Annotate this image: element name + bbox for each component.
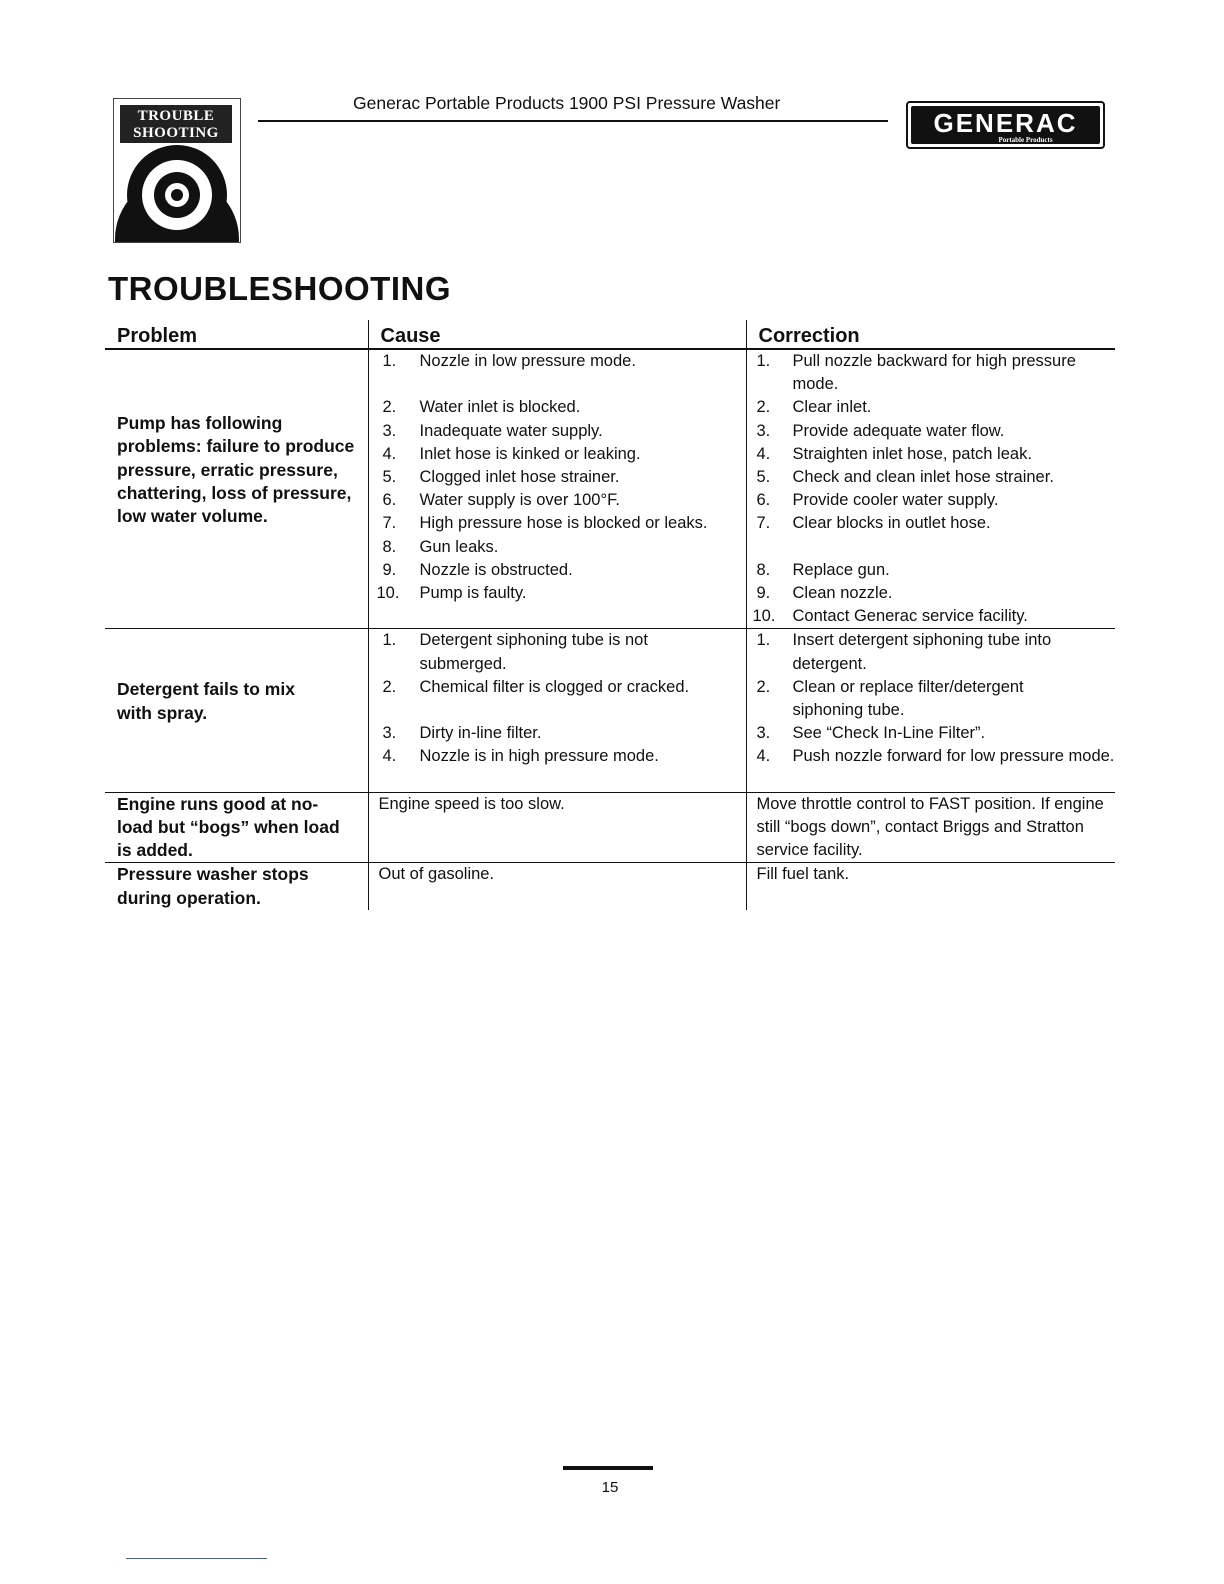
table-row xyxy=(105,629,1115,792)
list-item: 4. Push nozzle forward for low pressure mode. xyxy=(756,747,1115,766)
logo-text-line2: SHOOTING xyxy=(133,125,219,141)
list-item: 4. Nozzle is in high pressure mode. xyxy=(382,747,659,766)
generac-logo xyxy=(906,101,1105,149)
page-heading: TROUBLESHOOTING xyxy=(108,270,451,307)
table-header-row xyxy=(105,320,1115,349)
list-item: 4. Straighten inlet hose, patch leak. xyxy=(756,444,1032,463)
list-item: 10. Pump is faulty. xyxy=(376,584,527,603)
list-item: 2. Clean or replace filter/detergent siphoning tube. xyxy=(756,677,1024,720)
page-number: 15 xyxy=(601,1479,619,1496)
list-item: 7. High pressure hose is blocked or leaks. xyxy=(382,514,708,533)
target-icon xyxy=(114,143,240,242)
problem-text: Engine runs good at no-load but “bogs” when load is added. xyxy=(117,793,340,861)
troubleshooting-target-logo xyxy=(113,98,241,243)
logo-text-line1: TROUBLE xyxy=(137,108,215,124)
column-header-problem: Problem xyxy=(105,320,368,349)
problem-cell xyxy=(105,863,368,910)
list-item: 3. Provide adequate water flow. xyxy=(756,421,1005,440)
list-item: 9. Clean nozzle. xyxy=(756,584,893,603)
list-item: 1. Detergent siphoning tube is not submerged. xyxy=(382,631,648,673)
problem-text: Pump has following problems: failure to produce pressure, erratic pressure, chattering, loss of pressure, low water volume. xyxy=(117,413,355,527)
page-number-bar xyxy=(563,1466,653,1470)
cause-cell xyxy=(368,349,746,629)
list-item: 2. Clear inlet. xyxy=(756,398,872,417)
footer-line xyxy=(126,1558,267,1559)
list-item: 3. Dirty in-line filter. xyxy=(382,724,542,743)
problem-text: Pressure washer stops during operation. xyxy=(117,864,309,908)
column-header-cause: Cause xyxy=(368,320,746,349)
generac-brand-text: GENERAC xyxy=(933,108,1078,138)
list-item: 3. Inadequate water supply. xyxy=(382,421,603,440)
problem-cell xyxy=(105,792,368,863)
correction-cell xyxy=(746,349,1115,629)
generac-sub-text: Portable Products xyxy=(998,136,1053,144)
correction-cell xyxy=(746,629,1115,792)
problem-cell xyxy=(105,349,368,629)
list-item: 5. Check and clean inlet hose strainer. xyxy=(756,468,1054,487)
list-item: 6. Water supply is over 100°F. xyxy=(382,491,620,510)
list-item: 5. Clogged inlet hose strainer. xyxy=(382,468,620,487)
table-row xyxy=(105,792,1115,863)
cause-cell xyxy=(368,863,746,910)
document-header-title: Generac Portable Products 1900 PSI Pressure Washer xyxy=(353,93,781,113)
list-item: 2. Chemical filter is clogged or cracked. xyxy=(382,677,690,696)
correction-list xyxy=(747,629,1116,768)
troubleshooting-table xyxy=(105,320,1115,910)
cause-cell xyxy=(368,629,746,792)
table-row xyxy=(105,863,1115,910)
cause-list xyxy=(369,629,746,791)
cause-text: Out of gasoline. xyxy=(378,865,495,884)
list-item: 3. See “Check In-Line Filter”. xyxy=(756,724,986,743)
list-item: 9. Nozzle is obstructed. xyxy=(382,560,573,579)
list-item: 8. Gun leaks. xyxy=(382,537,499,556)
correction-text: Move throttle control to FAST position. If engine still “bogs down”, contact Briggs and Stratton service facility. xyxy=(756,794,1104,860)
cause-cell xyxy=(368,792,746,863)
troubleshooting-logo-band xyxy=(120,105,232,143)
table-row xyxy=(105,349,1115,629)
correction-cell xyxy=(746,863,1115,910)
list-item: 8. Replace gun. xyxy=(756,560,890,579)
list-item: 1. Pull nozzle backward for high pressure mode. xyxy=(756,352,1076,394)
list-item: 1. Nozzle in low pressure mode. xyxy=(382,352,636,370)
correction-list xyxy=(747,350,1116,628)
header-rule xyxy=(258,120,888,122)
correction-cell xyxy=(746,792,1115,863)
cause-text: Engine speed is too slow. xyxy=(378,794,565,813)
cause-list xyxy=(369,350,746,605)
list-item: 4. Inlet hose is kinked or leaking. xyxy=(382,444,641,463)
list-item: 7. Clear blocks in outlet hose. xyxy=(756,514,991,533)
column-header-correction: Correction xyxy=(746,320,1115,349)
list-item: 1. Insert detergent siphoning tube into detergent. xyxy=(756,631,1052,673)
list-item: 2. Water inlet is blocked. xyxy=(382,398,581,417)
list-item: 6. Provide cooler water supply. xyxy=(756,491,999,510)
problem-cell xyxy=(105,629,368,792)
problem-text: Detergent fails to mix with spray. xyxy=(117,679,295,723)
list-item: 10. Contact Generac service facility. xyxy=(752,607,1028,626)
correction-text: Fill fuel tank. xyxy=(756,865,850,884)
